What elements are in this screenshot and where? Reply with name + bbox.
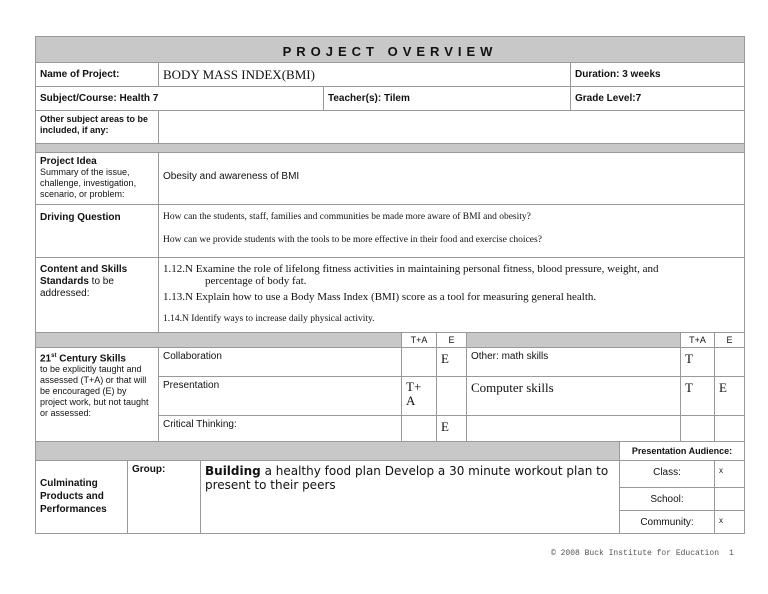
audience-school: School:	[619, 487, 715, 511]
skill-e	[436, 376, 467, 416]
project-idea-label	[35, 152, 159, 205]
culminating-label: Culminating Products and Performances	[35, 460, 128, 534]
audience-community: Community:	[619, 510, 715, 534]
skill-name: Presentation	[158, 376, 402, 416]
other-skill-e	[714, 347, 745, 377]
project-idea-value: Obesity and awareness of BMI	[158, 152, 745, 205]
name-label: Name of Project:	[35, 62, 159, 87]
skills-sup: st	[51, 353, 57, 359]
cs-label-bold: Content and Skills Standards	[40, 264, 128, 287]
audience-label: Presentation Audience:	[619, 441, 745, 461]
duration: Duration: 3 weeks	[570, 62, 745, 87]
skills-num: 21	[40, 353, 52, 365]
e-header: E	[436, 332, 467, 348]
subject-course: Subject/Course: Health 7	[35, 86, 324, 111]
driving-question-label: Driving Question	[35, 204, 159, 258]
other-skill-ta	[680, 415, 715, 442]
content-standards	[158, 257, 745, 333]
standard-1b: percentage of body fat.	[205, 275, 307, 287]
group-bold: Building	[205, 464, 261, 478]
skill-e: E	[436, 347, 467, 377]
other-skill-ta: T	[680, 376, 715, 416]
standard-1: 1.12.N Examine the role of lifelong fitness activities in maintaining personal fitness, blood pressure, weight, and	[163, 263, 659, 275]
other-skill-name: Computer skills	[466, 376, 681, 416]
cs-label-rest: to be addressed:	[40, 276, 114, 299]
skills-label	[35, 347, 159, 442]
other-skill-e	[714, 415, 745, 442]
skill-name: Critical Thinking:	[158, 415, 402, 442]
ta-header: T+A	[401, 332, 437, 348]
other-subjects-field	[158, 110, 745, 144]
skills-desc: to be explicitly taught and assessed (T+A) or that will be encouraged (E) by project work, but not taught or assessed:	[40, 364, 149, 419]
other-skill-name: Other: math skills	[466, 347, 681, 377]
group-label: Group:	[127, 460, 201, 534]
skills-title	[40, 351, 154, 364]
footer-copyright: © 2008 Buck Institute for Education	[551, 549, 720, 558]
other-skill-name	[466, 415, 681, 442]
other-skill-e: E	[714, 376, 745, 416]
project-idea-sub: Summary of the issue, challenge, investigation, scenario, or problem:	[40, 167, 137, 199]
standard-2: 1.13.N Explain how to use a Body Mass Index (BMI) score as a tool for measuring general health.	[163, 291, 597, 303]
project-name: BODY MASS INDEX(BMI)	[158, 62, 571, 87]
skill-ta: T+ A	[401, 376, 437, 416]
group-text: a healthy food plan Develop a 30 minute workout plan to present to their peers	[205, 464, 609, 492]
audience-mark[interactable]	[714, 487, 745, 511]
driving-question-2: How can we provide students with the tools to be more effective in their food and exercise choices?	[163, 235, 542, 245]
standard-3: 1.14.N Identify ways to increase daily physical activity.	[163, 314, 375, 324]
content-standards-label	[35, 257, 159, 333]
skill-ta	[401, 415, 437, 442]
skills-header-bar-2	[466, 332, 681, 348]
teacher: Teacher(s): Tilem	[323, 86, 571, 111]
skill-name: Collaboration	[158, 347, 402, 377]
page-number: 1	[729, 549, 734, 558]
audience-header-bar	[35, 441, 620, 461]
other-skill-ta: T	[680, 347, 715, 377]
project-idea-title: Project Idea	[40, 156, 97, 167]
audience-mark[interactable]: x	[714, 510, 745, 534]
ta-header-2: T+A	[680, 332, 715, 348]
driving-question	[158, 204, 745, 258]
skills-title-rest: Century Skills	[56, 353, 126, 365]
e-header-2: E	[714, 332, 745, 348]
other-subjects-label: Other subject areas to be included, if any:	[35, 110, 159, 144]
skills-header-bar	[35, 332, 402, 348]
skill-e: E	[436, 415, 467, 442]
group-description	[200, 460, 620, 534]
skill-ta	[401, 347, 437, 377]
audience-mark[interactable]: x	[714, 460, 745, 488]
audience-class: Class:	[619, 460, 715, 488]
driving-question-1: How can the students, staff, families and communities be made more aware of BMI and obesity?	[163, 212, 531, 222]
grade-level: Grade Level:7	[570, 86, 745, 111]
page-title: PROJECT OVERVIEW	[35, 36, 745, 63]
